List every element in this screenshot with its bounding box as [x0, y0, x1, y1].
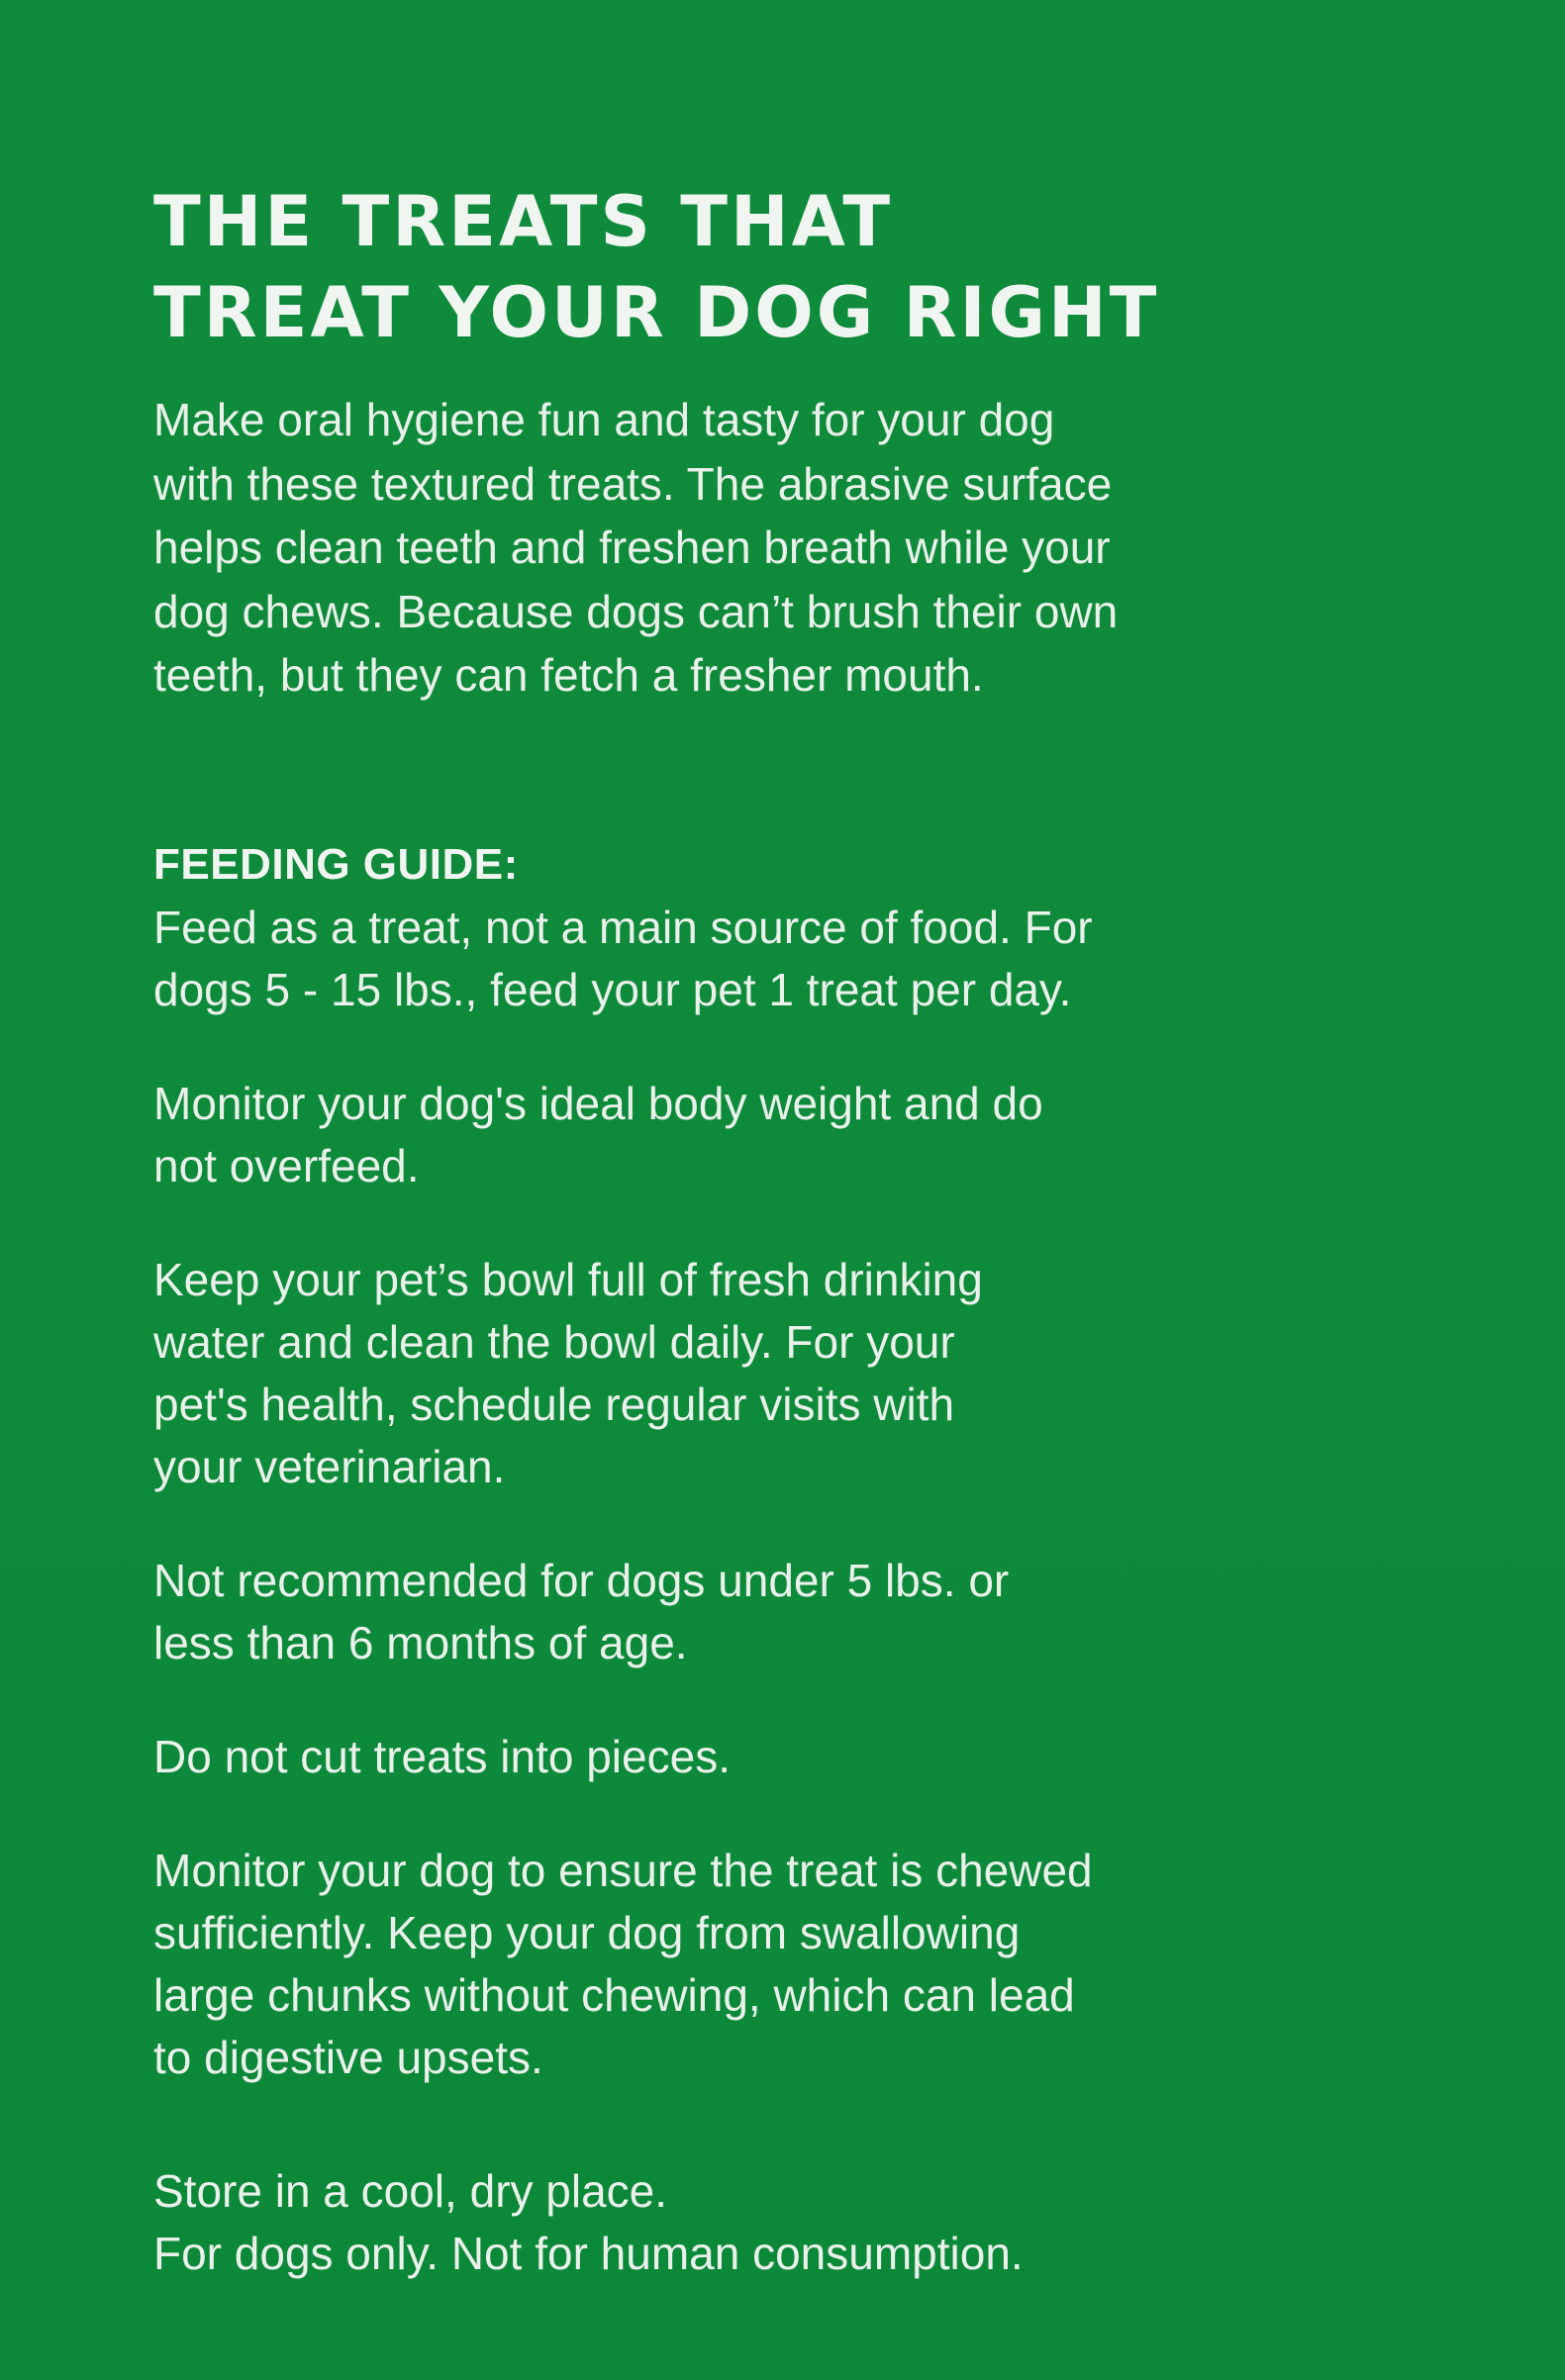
headline-line-2: TREAT YOUR DOG RIGHT — [153, 272, 1160, 353]
feeding-guide-heading: FEEDING GUIDE: — [153, 839, 519, 889]
storage-note: Store in a cool, dry place. For dogs only. Not for human consumption. — [153, 2164, 1024, 2279]
feeding-guide-paragraph-water: Keep your pet’s bowl full of fresh drinking water and clean the bowl daily. For your pet's health, schedule regular visits with your veterinarian. — [153, 1253, 983, 1492]
feeding-guide-paragraph-weight: Monitor your dog's ideal body weight and do not overfeed. — [153, 1077, 1043, 1191]
headline — [153, 176, 1292, 358]
feeding-guide-paragraph-chewing: Monitor your dog to ensure the treat is chewed sufficiently. Keep your dog from swallowing large chunks without chewing, which can lead to digestive upsets. — [153, 1844, 1093, 2083]
feeding-guide-paragraph-cutting: Do not cut treats into pieces. — [153, 1730, 731, 1782]
headline-line-1: THE TREATS THAT — [153, 181, 894, 262]
feeding-guide-paragraph-amount: Feed as a treat, not a main source of food. For dogs 5 - 15 lbs., feed your pet 1 treat per day. — [153, 901, 1093, 1015]
intro-paragraph: Make oral hygiene fun and tasty for your dog with these textured treats. The abrasive surface helps clean teeth and freshen breath while your dog chews. Because dogs can’t brush their own teeth, but they can fetch a fresher mouth. — [153, 394, 1119, 701]
panel-content — [153, 176, 1292, 2285]
feeding-guide-paragraph-age: Not recommended for dogs under 5 lbs. or less than 6 months of age. — [153, 1554, 1010, 1668]
